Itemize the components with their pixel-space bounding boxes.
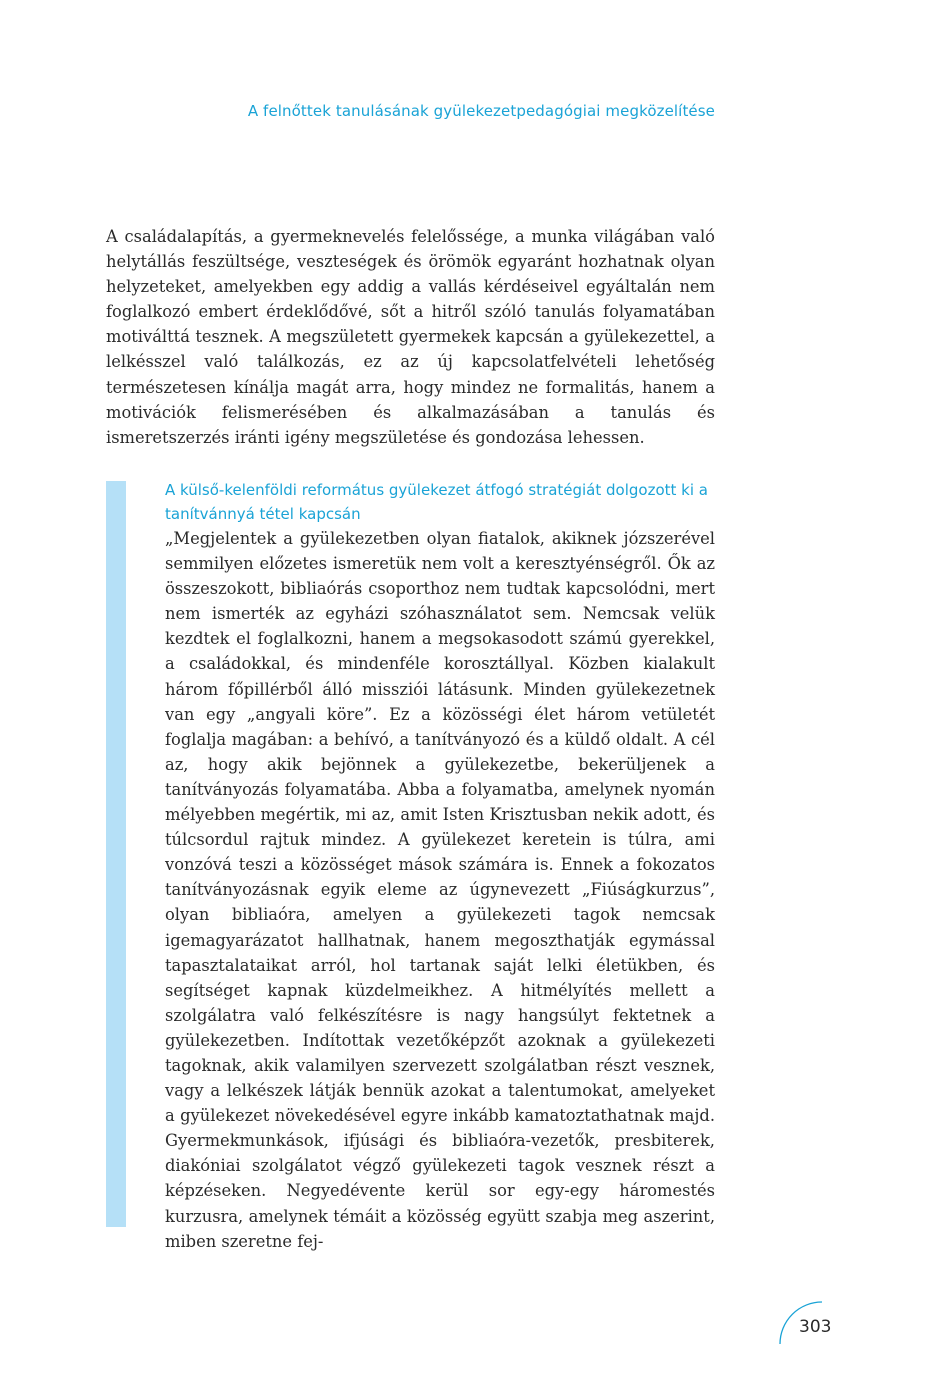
intro-paragraph: A családalapítás, a gyermeknevelés felelőssége, a munka világában való helytállás feszültsége, veszteségek és örömök egyaránt hozhatnak olyan helyzeteket, amelyekben egy addig a vallás kérdéseivel egyáltalán nem foglalkozó embert érdeklődővé, sőt a hitről szóló tanulás folyamatában motiválttá tesznek. A megszületett gyermekek kapcsán a gyülekezettel, a lelkésszel való találkozás, ez az új kapcsolatfelvételi lehetőség természetesen kínálja magát arra, hogy mindez ne formalitás, hanem a motivációk felismerésében és alkalmazásában a tanulás és ismeretszerzés iránti igény megszületése és gondozása lehessen. — [106, 227, 715, 447]
case-study-heading: A külső-kelenföldi református gyülekezet átfogó stratégiát dolgozott ki a tanítvánnyá tétel kapcsán — [165, 481, 708, 523]
running-header: A felnőttek tanulásának gyülekezetpedagógiai megközelítése — [247, 102, 715, 120]
page-number: 303 — [799, 1317, 832, 1337]
case-study-body: „Megjelentek a gyülekezetben olyan fiatalok, akiknek józszerével semmilyen előzetes ismeretük nem volt a keresztyénségről. Ők az összeszokott, bibliaórás csoporthoz nem tudtak kapcsolódni, mert nem ismerték az egyházi szóhasználatot sem. Nemcsak velük kezdtek el foglalkozni, hanem a megsokasodott számú gyerekkel, a családokkal, és mindenféle korosztállyal. Közben kialakult három főpillérből álló missziói látásunk. Minden gyülekezetnek van egy „angyali köre”. Ez a közösségi élet három vetületét foglalja magában: a behívó, a tanítványozó és a küldő oldalt. A cél az, hogy akik bejönnek a gyülekezetbe, bekerüljenek a tanítványozás folyamatába. Abba a folyamatba, amelynek nyomán mélyebben megértik, mi az, amit Isten Krisztusban nekik adott, és túlcsordul rajtuk mindez. A gyülekezet keretein is túlra, ami vonzóvá teszi a közösséget mások számára is. Ennek a fokozatos tanítványozásnak egyik eleme az úgynevezett „Fiúságkurzus”, olyan bibliaóra, amelyen a gyülekezeti tagok nemcsak igemagyarázatot hallhatnak, hanem megoszthatják egymással tapasztalataikat arról, hol tartanak saját lelki életükben, és segítséget kapnak küzdelmeikhez. A hitmélyítés mellett a szolgálatra való felkészítésre is nagy hangsúlyt fektetnek a gyülekezetben. Indítottak vezetőképzőt azoknak a gyülekezeti tagoknak, akik valamilyen szervezett szolgálatban részt vesznek, vagy a lelkészek látják bennük azokat a talentumokat, amelyeket a gyülekezet növekedésével egyre inkább kamatoztathatnak majd. Gyermekmunkások, ifjúsági és bibliaóra-vezetők, presbiterek, diakóniai szolgálatot végző gyülekezeti tagok vesznek részt a képzéseken. Negyedévente kerül sor egy-egy háromestés kurzusra, amelynek témáit a közösség együtt szabja meg aszerint, miben szeretne fej- — [165, 529, 715, 1251]
case-study-accent-bar — [106, 481, 126, 1227]
